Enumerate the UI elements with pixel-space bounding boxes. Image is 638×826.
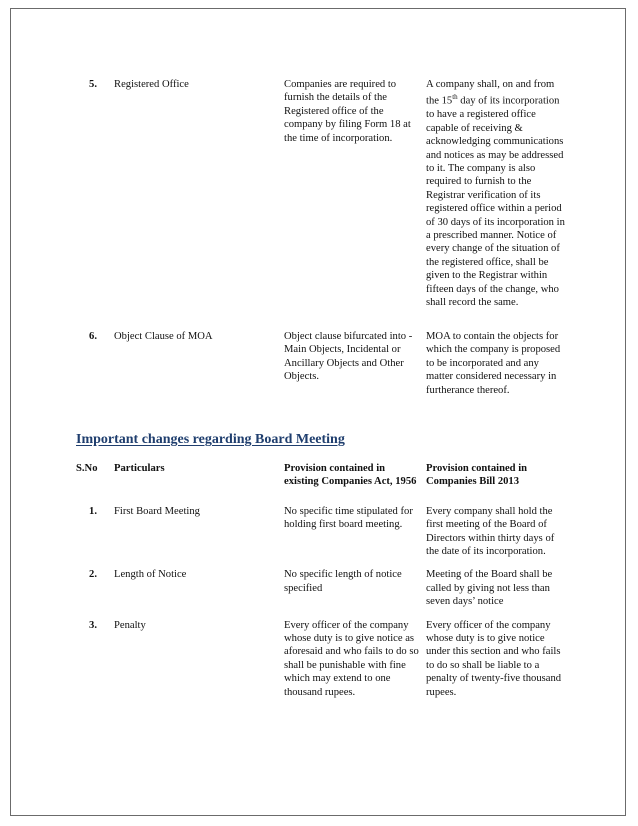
moa-provisions-table bbox=[70, 78, 570, 397]
row-bill-provision: Meeting of the Board shall be called by giving not less than seven days’ notice bbox=[426, 569, 553, 608]
row-existing-provision: No specific time stipulated for holding first board meeting. bbox=[284, 505, 413, 531]
table-row bbox=[70, 505, 570, 569]
row-particular: Object Clause of MOA bbox=[114, 331, 213, 342]
row-particular: Penalty bbox=[114, 619, 146, 631]
row-particular: First Board Meeting bbox=[114, 505, 200, 517]
row-existing-provision: No specific length of notice specified bbox=[284, 569, 402, 594]
table-row bbox=[70, 78, 570, 330]
row-bill-provision: Every company shall hold the first meeting of the Board of Directors within thirty days of the date of its incorporation. bbox=[426, 505, 555, 558]
table-row bbox=[70, 568, 570, 618]
row-particular: Length of Notice bbox=[114, 569, 187, 581]
header-bill: Provision contained in Companies Bill 2013 bbox=[426, 463, 528, 488]
bill-text-rest: day of its incorporation to have a registered office capable of receiving & acknowledging communications and notices as may be addressed to it. The company is also required to furnish to the Registrar verification of its registered office within a period of 30 days of its incorporation in a prescribed manner. Notice of every change of the situation of the registered office, shall be given to the Registrar within fifteen days of the change, who shall record the same. bbox=[426, 95, 565, 309]
row-bill-provision bbox=[426, 78, 570, 330]
board-meeting-table bbox=[70, 462, 570, 709]
bill-text-start: A company shall, on and from the 15 bbox=[426, 79, 555, 107]
row-number: 2. bbox=[89, 569, 97, 581]
row-number: 6. bbox=[89, 331, 97, 342]
row-existing-provision: Companies are required to furnish the details of the Registered office of the company by filing Form 18 at the time of incorporation. bbox=[284, 79, 411, 144]
header-existing: Provision contained in existing Companies Act, 1956 bbox=[284, 463, 417, 488]
row-number: 5. bbox=[89, 79, 97, 90]
row-bill-provision: Every officer of the company whose duty is to give notice under this section and who fails to do so shall be liable to a penalty of twenty-five thousand rupees. bbox=[426, 619, 562, 698]
row-number: 3. bbox=[89, 619, 97, 631]
row-existing-provision: Every officer of the company whose duty is to give notice as aforesaid and who fails to do so shall be punishable with fine which may extend to one thousand rupees. bbox=[284, 619, 419, 698]
header-sno: S.No bbox=[76, 463, 98, 474]
ordinal-suffix: th bbox=[452, 93, 458, 102]
header-particulars: Particulars bbox=[114, 463, 165, 474]
table-header-row bbox=[70, 462, 570, 505]
row-particular: Registered Office bbox=[114, 79, 189, 90]
table-row bbox=[70, 619, 570, 709]
row-number: 1. bbox=[89, 505, 97, 517]
row-existing-provision: Object clause bifurcated into - Main Objects, Incidental or Ancillary Objects and Other Objects. bbox=[284, 331, 413, 383]
section-heading: Important changes regarding Board Meeting bbox=[76, 432, 345, 447]
row-bill-provision: MOA to contain the objects for which the company is proposed to be incorporated and any matter considered necessary in furtherance thereof. bbox=[426, 331, 561, 396]
table-row bbox=[70, 330, 570, 397]
